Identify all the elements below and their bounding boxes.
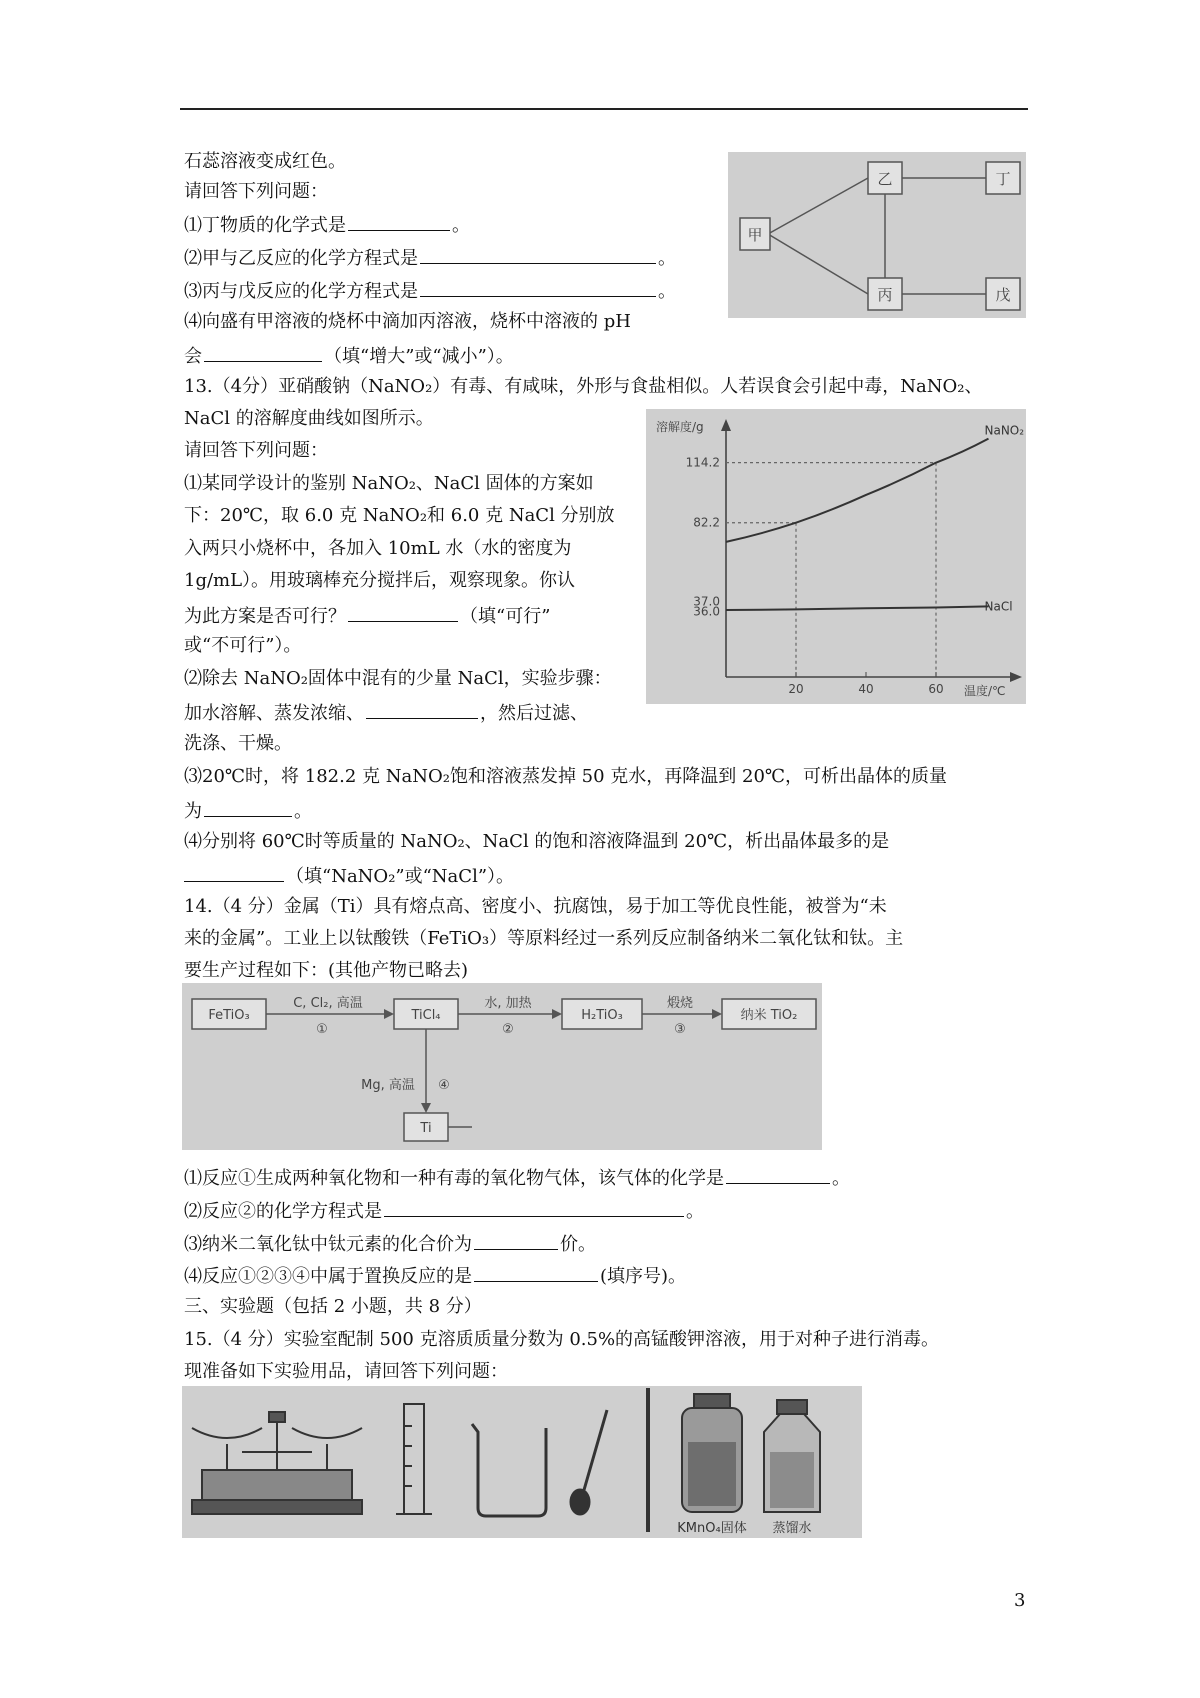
flow-step-number: ① — [316, 1022, 328, 1037]
jar-label: KMnO₄固体 — [677, 1521, 747, 1536]
beaker-icon — [472, 1424, 546, 1516]
flow-step-number: ④ — [438, 1078, 450, 1093]
spatula-icon — [571, 1410, 607, 1514]
q13-p2-l3: 洗涤、干燥。 — [184, 733, 292, 754]
flow-arrow-label: Mg, 高温 — [361, 1078, 415, 1093]
solubility-chart — [646, 409, 1026, 704]
q13-p1-l6: 或“不可行”）。 — [184, 635, 302, 656]
q12-part1: ⑴丁物质的化学式是 。 — [184, 210, 470, 239]
q13-intro2: NaCl 的溶解度曲线如图所示。 — [184, 408, 434, 429]
series-line-nacl — [726, 606, 989, 610]
answer-blank[interactable] — [184, 861, 284, 882]
q12-line1: 石蕊溶液变成红色。 — [184, 151, 346, 172]
x-tick-label: 40 — [858, 682, 874, 696]
answer-blank[interactable] — [204, 341, 322, 362]
q13-p1-l1: ⑴某同学设计的鉴别 NaNO₂、NaCl 固体的方案如 — [184, 473, 594, 494]
process-flow-diagram — [182, 983, 822, 1150]
flow-box-label: Ti — [420, 1121, 432, 1136]
x-axis-label: 温度/℃ — [964, 684, 1006, 698]
flow-box-label: H₂TiO₃ — [581, 1008, 623, 1023]
page-number: 3 — [1014, 1590, 1026, 1611]
series-label: NaNO₂ — [984, 423, 1025, 438]
q14-intro3: 要生产过程如下：(其他产物已略去) — [184, 960, 469, 981]
node-label: 丁 — [995, 170, 1011, 188]
q13-p1-l4: 1g/mL）。用玻璃棒充分搅拌后，观察现象。你认 — [184, 570, 576, 591]
flow-arrow-label: 水, 加热 — [484, 996, 532, 1011]
q13-intro1: 13.（4分）亚硝酸钠（NaNO₂）有毒、有咸味，外形与食盐相似。人若误食会引起中毒，NaNO₂、 — [184, 376, 983, 397]
x-tick-label: 60 — [928, 682, 944, 696]
node-label: 乙 — [877, 170, 893, 188]
q13-p1-l2: 下：20℃，取 6.0 克 NaNO₂和 6.0 克 NaCl 分别放 — [184, 505, 615, 526]
series-label: NaCl — [984, 599, 1013, 614]
node-label: 甲 — [747, 226, 763, 244]
y-tick-label: 114.2 — [685, 455, 720, 470]
lab-equipment-figure — [182, 1386, 862, 1538]
graduated-cylinder-icon — [396, 1404, 432, 1514]
y-axis-label: 溶解度/g — [656, 420, 704, 434]
q14-part2: ⑵反应②的化学方程式是 。 — [184, 1196, 704, 1225]
q13-p2-l2: 加水溶解、蒸发浓缩、 ，然后过滤、 — [184, 698, 588, 727]
q14-part4: ⑷反应①②③④中属于置换反应的是 (填序号)。 — [184, 1261, 686, 1290]
flow-step-number: ③ — [674, 1022, 686, 1037]
series-line-nano2 — [726, 439, 989, 542]
reagent-jar-icon — [682, 1394, 742, 1512]
answer-blank[interactable] — [366, 698, 478, 719]
answer-blank[interactable] — [420, 276, 656, 297]
flow-arrow-label: C, Cl₂, 高温 — [293, 996, 363, 1011]
section-heading: 三、实验题（包括 2 小题，共 8 分） — [184, 1296, 482, 1317]
bottle-label: 蒸馏水 — [772, 1521, 812, 1536]
x-axis-arrow — [1010, 672, 1022, 682]
y-tick-label: 82.2 — [693, 515, 720, 530]
answer-blank[interactable] — [204, 796, 292, 817]
q13-p4-l1: ⑷分别将 60℃时等质量的 NaNO₂、NaCl 的饱和溶液降温到 20℃，析出晶体最多的是 — [184, 831, 890, 852]
q15-intro1: 15.（4 分）实验室配制 500 克溶质质量分数为 0.5%的高锰酸钾溶液，用于对种子进行消毒。 — [184, 1329, 940, 1350]
answer-blank[interactable] — [474, 1229, 558, 1250]
answer-blank[interactable] — [420, 243, 656, 264]
answer-blank[interactable] — [474, 1261, 598, 1282]
q13-prompt: 请回答下列问题： — [184, 440, 328, 461]
balance-icon — [192, 1412, 362, 1514]
x-tick-label: 20 — [788, 682, 804, 696]
q14-part1: ⑴反应①生成两种氧化物和一种有毒的氧化物气体，该气体的化学是 。 — [184, 1163, 850, 1192]
q13-p1-l5: 为此方案是否可行？ （填“可行” — [184, 601, 550, 630]
q15-intro2: 现准备如下实验用品，请回答下列问题： — [184, 1361, 508, 1382]
y-axis-arrow — [721, 419, 731, 431]
node-label: 丙 — [877, 286, 893, 304]
answer-blank[interactable] — [384, 1196, 684, 1217]
flow-box-label: FeTiO₃ — [208, 1008, 250, 1023]
flow-arrow-label: 煅烧 — [666, 996, 694, 1011]
flow-step-number: ② — [502, 1022, 514, 1037]
flow-box-label: 纳米 TiO₂ — [740, 1008, 798, 1023]
q13-p4-l2: （填“NaNO₂”或“NaCl”）。 — [184, 861, 514, 890]
q12-part2: ⑵甲与乙反应的化学方程式是 。 — [184, 243, 676, 272]
bottle-icon — [764, 1400, 820, 1512]
q13-p1-l3: 入两只小烧杯中，各加入 10mL 水（水的密度为 — [184, 538, 572, 559]
answer-blank[interactable] — [348, 210, 450, 231]
flow-box-label: TiCl₄ — [411, 1008, 441, 1023]
q14-intro1: 14.（4 分）金属（Ti）具有熔点高、密度小、抗腐蚀，易于加工等优良性能，被誉为“未 — [184, 896, 887, 917]
header-rule — [180, 108, 1028, 110]
q13-p3-l2: 为 。 — [184, 796, 312, 825]
q12-part3: ⑶丙与戊反应的化学方程式是 。 — [184, 276, 676, 305]
answer-blank[interactable] — [348, 601, 458, 622]
y-tick-label: 36.0 — [693, 604, 720, 619]
q12-line2: 请回答下列问题： — [184, 181, 328, 202]
q14-intro2: 来的金属”。工业上以钛酸铁（FeTiO₃）等原料经过一系列反应制备纳米二氧化钛和钛。主 — [184, 928, 904, 949]
q12-part4: ⑷向盛有甲溶液的烧杯中滴加丙溶液，烧杯中溶液的 pH — [184, 311, 631, 332]
answer-blank[interactable] — [726, 1163, 830, 1184]
q12-part4b: 会 （填“增大”或“减小”）。 — [184, 341, 514, 370]
q13-p2-l1: ⑵除去 NaNO₂固体中混有的少量 NaCl，实验步骤： — [184, 668, 612, 689]
q13-p3-l1: ⑶20℃时，将 182.2 克 NaNO₂饱和溶液蒸发掉 50 克水，再降温到 20℃，可析出晶体的质量 — [184, 766, 948, 787]
node-label: 戊 — [995, 286, 1011, 304]
q14-part3: ⑶纳米二氧化钛中钛元素的化合价为 价。 — [184, 1229, 596, 1258]
y-tick-label: 37.0 — [693, 594, 720, 609]
q12-diagram — [728, 152, 1026, 318]
